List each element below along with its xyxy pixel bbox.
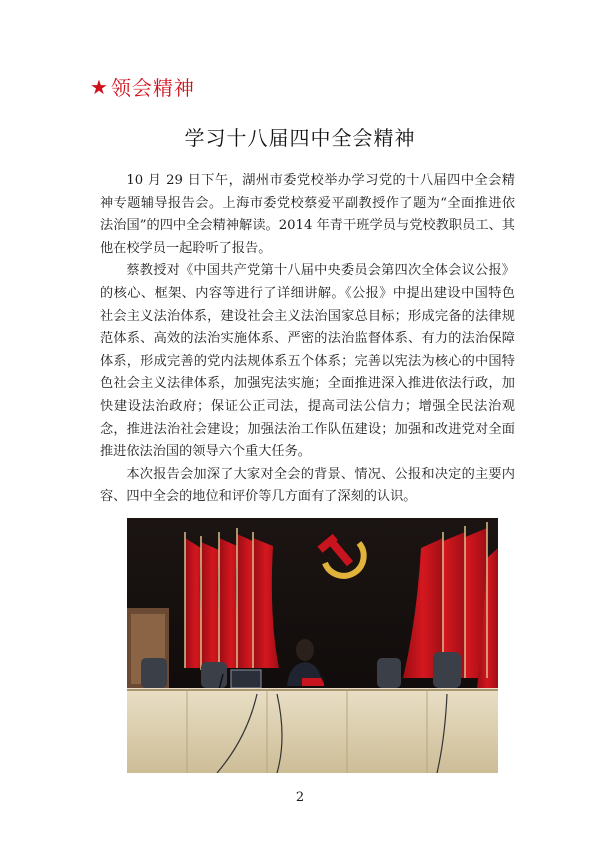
lecture-photo [127, 518, 498, 773]
paragraph-2: 蔡教授对《中国共产党第十八届中央委员会第四次全体会议公报》的核心、框架、内容等进行了详细讲解。《公报》中提出建设中国特色社会主义法治体系，建设社会主义法治国家总目标；形成完备的法律规范体系、高效的法治实施体系、严密的法治监督体系、有力的法治保障体系，形成完善的党内法规体系五个体系；完善以宪法为核心的中国特色社会主义法律体系，加强宪法实施；全面推进深入推进依法行政，加快建设法治政府；保证公正司法，提高司法公信力；增强全民法治观念，推进法治社会建设；加强法治工作队伍建设；加强和改进党对全面推进依法治国的领导六个重大任务。 [100, 263, 515, 460]
paragraph-3: 本次报告会加深了大家对全会的背景、情况、公报和决定的主要内容、四中全会的地位和评价等几方面有了深刻的认识。 [100, 466, 515, 505]
page-number: 2 [295, 790, 305, 805]
article-body [100, 170, 515, 509]
article-title: 学习十八届四中全会精神 [184, 126, 416, 150]
paragraph-1: 10 月 29 日下午，湖州市委党校举办学习党的十八届四中全会精神专题辅导报告会。上海市委党校蔡爱平副教授作了题为“全面推进依法治国”的四中全会精神解读。2014 年青干班学员与党校教职员工、其他在校学员一起聆听了报告。 [100, 173, 515, 256]
star-icon: ★ [90, 74, 109, 99]
left-flags [185, 528, 279, 670]
section-label: 领会精神 [110, 76, 195, 100]
desk [127, 688, 498, 773]
section-heading [90, 72, 195, 101]
